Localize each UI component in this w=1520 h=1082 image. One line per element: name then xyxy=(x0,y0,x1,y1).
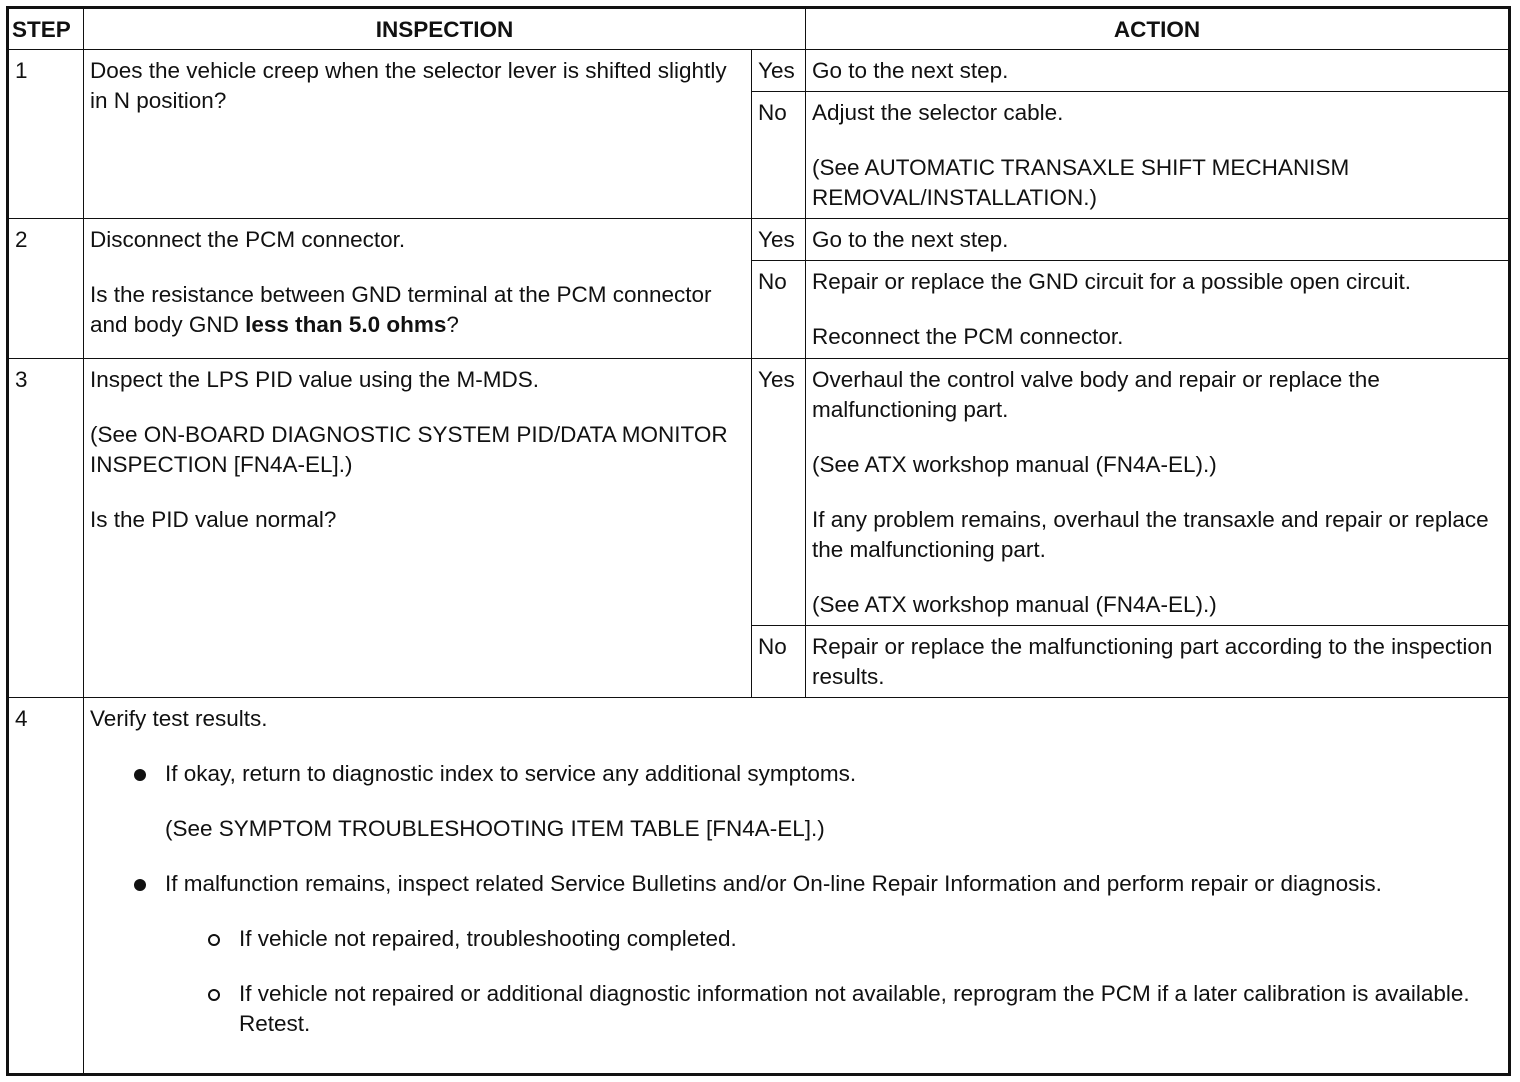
sub-list xyxy=(165,924,1502,1039)
header-action: ACTION xyxy=(806,8,1510,50)
inspection-cell xyxy=(84,50,752,219)
step-1-yes-row xyxy=(8,50,1510,92)
step-4-row xyxy=(8,698,1510,1075)
action-text: Repair or replace the malfunctioning part according to the inspection results. xyxy=(812,634,1493,689)
inspection-reference: (See ON-BOARD DIAGNOSTIC SYSTEM PID/DATA MONITOR INSPECTION [FN4A-EL].) xyxy=(90,422,728,477)
no-action-cell xyxy=(806,261,1510,359)
bullet-text: If okay, return to diagnostic index to service any additional symptoms. xyxy=(165,761,857,786)
inspection-question: Is the PID value normal? xyxy=(90,507,337,532)
header-row xyxy=(8,8,1510,50)
list-item xyxy=(165,759,1502,844)
no-action-cell xyxy=(806,92,1510,219)
header-inspection: INSPECTION xyxy=(84,8,806,50)
step-number: 3 xyxy=(8,359,84,698)
action-reference: (See AUTOMATIC TRANSAXLE SHIFT MECHANISM REMOVAL/INSTALLATION.) xyxy=(812,155,1350,210)
yes-action-cell xyxy=(806,219,1510,261)
action-reference: (See ATX workshop manual (FN4A-EL).) xyxy=(812,452,1217,477)
step-number: 1 xyxy=(8,50,84,219)
action-text: Go to the next step. xyxy=(812,227,1009,252)
verify-list xyxy=(90,759,1502,1039)
action-text: Adjust the selector cable. xyxy=(812,100,1064,125)
action-reference: (See ATX workshop manual (FN4A-EL).) xyxy=(812,592,1217,617)
yes-label: Yes xyxy=(752,50,806,92)
step-3-yes-row xyxy=(8,359,1510,626)
action-text: If any problem remains, overhaul the transaxle and repair or replace the malfunctioning part. xyxy=(812,507,1489,562)
yes-label: Yes xyxy=(752,219,806,261)
bullet-note: (See SYMPTOM TROUBLESHOOTING ITEM TABLE [FN4A-EL].) xyxy=(165,816,825,841)
diagnostic-table xyxy=(6,6,1511,1076)
list-item xyxy=(165,869,1502,1039)
header-step: STEP xyxy=(8,8,84,50)
yes-label: Yes xyxy=(752,359,806,626)
inspection-text: Inspect the LPS PID value using the M-MDS. xyxy=(90,367,539,392)
inspection-text: Does the vehicle creep when the selector lever is shifted slightly in N position? xyxy=(90,58,727,113)
verify-intro: Verify test results. xyxy=(90,706,268,731)
no-label: No xyxy=(752,261,806,359)
sub-list-item: If vehicle not repaired or additional diagnostic information not available, reprogram the PCM if a later calibration is available. Retest. xyxy=(239,979,1502,1039)
inspection-text: Disconnect the PCM connector. xyxy=(90,227,406,252)
question-end: ? xyxy=(446,312,459,337)
action-text: Reconnect the PCM connector. xyxy=(812,324,1124,349)
action-text: Go to the next step. xyxy=(812,58,1009,83)
yes-action-cell xyxy=(806,359,1510,626)
sub-list-item: If vehicle not repaired, troubleshooting completed. xyxy=(239,924,1502,954)
inspection-cell xyxy=(84,359,752,698)
inspection-question xyxy=(90,280,745,340)
no-action-cell xyxy=(806,626,1510,698)
bullet-text: If malfunction remains, inspect related Service Bulletins and/or On-line Repair Information and perform repair or diagnosis. xyxy=(165,871,1382,896)
verify-cell xyxy=(84,698,1510,1075)
action-text: Repair or replace the GND circuit for a possible open circuit. xyxy=(812,269,1412,294)
action-text: Overhaul the control valve body and repair or replace the malfunctioning part. xyxy=(812,367,1380,422)
question-text: Is the resistance between GND terminal at the PCM connector and body GND xyxy=(90,282,712,337)
question-threshold: less than 5.0 ohms xyxy=(245,312,447,337)
step-number: 4 xyxy=(8,698,84,1075)
no-label: No xyxy=(752,92,806,219)
step-number: 2 xyxy=(8,219,84,359)
step-2-yes-row xyxy=(8,219,1510,261)
inspection-cell xyxy=(84,219,752,359)
no-label: No xyxy=(752,626,806,698)
yes-action-cell xyxy=(806,50,1510,92)
